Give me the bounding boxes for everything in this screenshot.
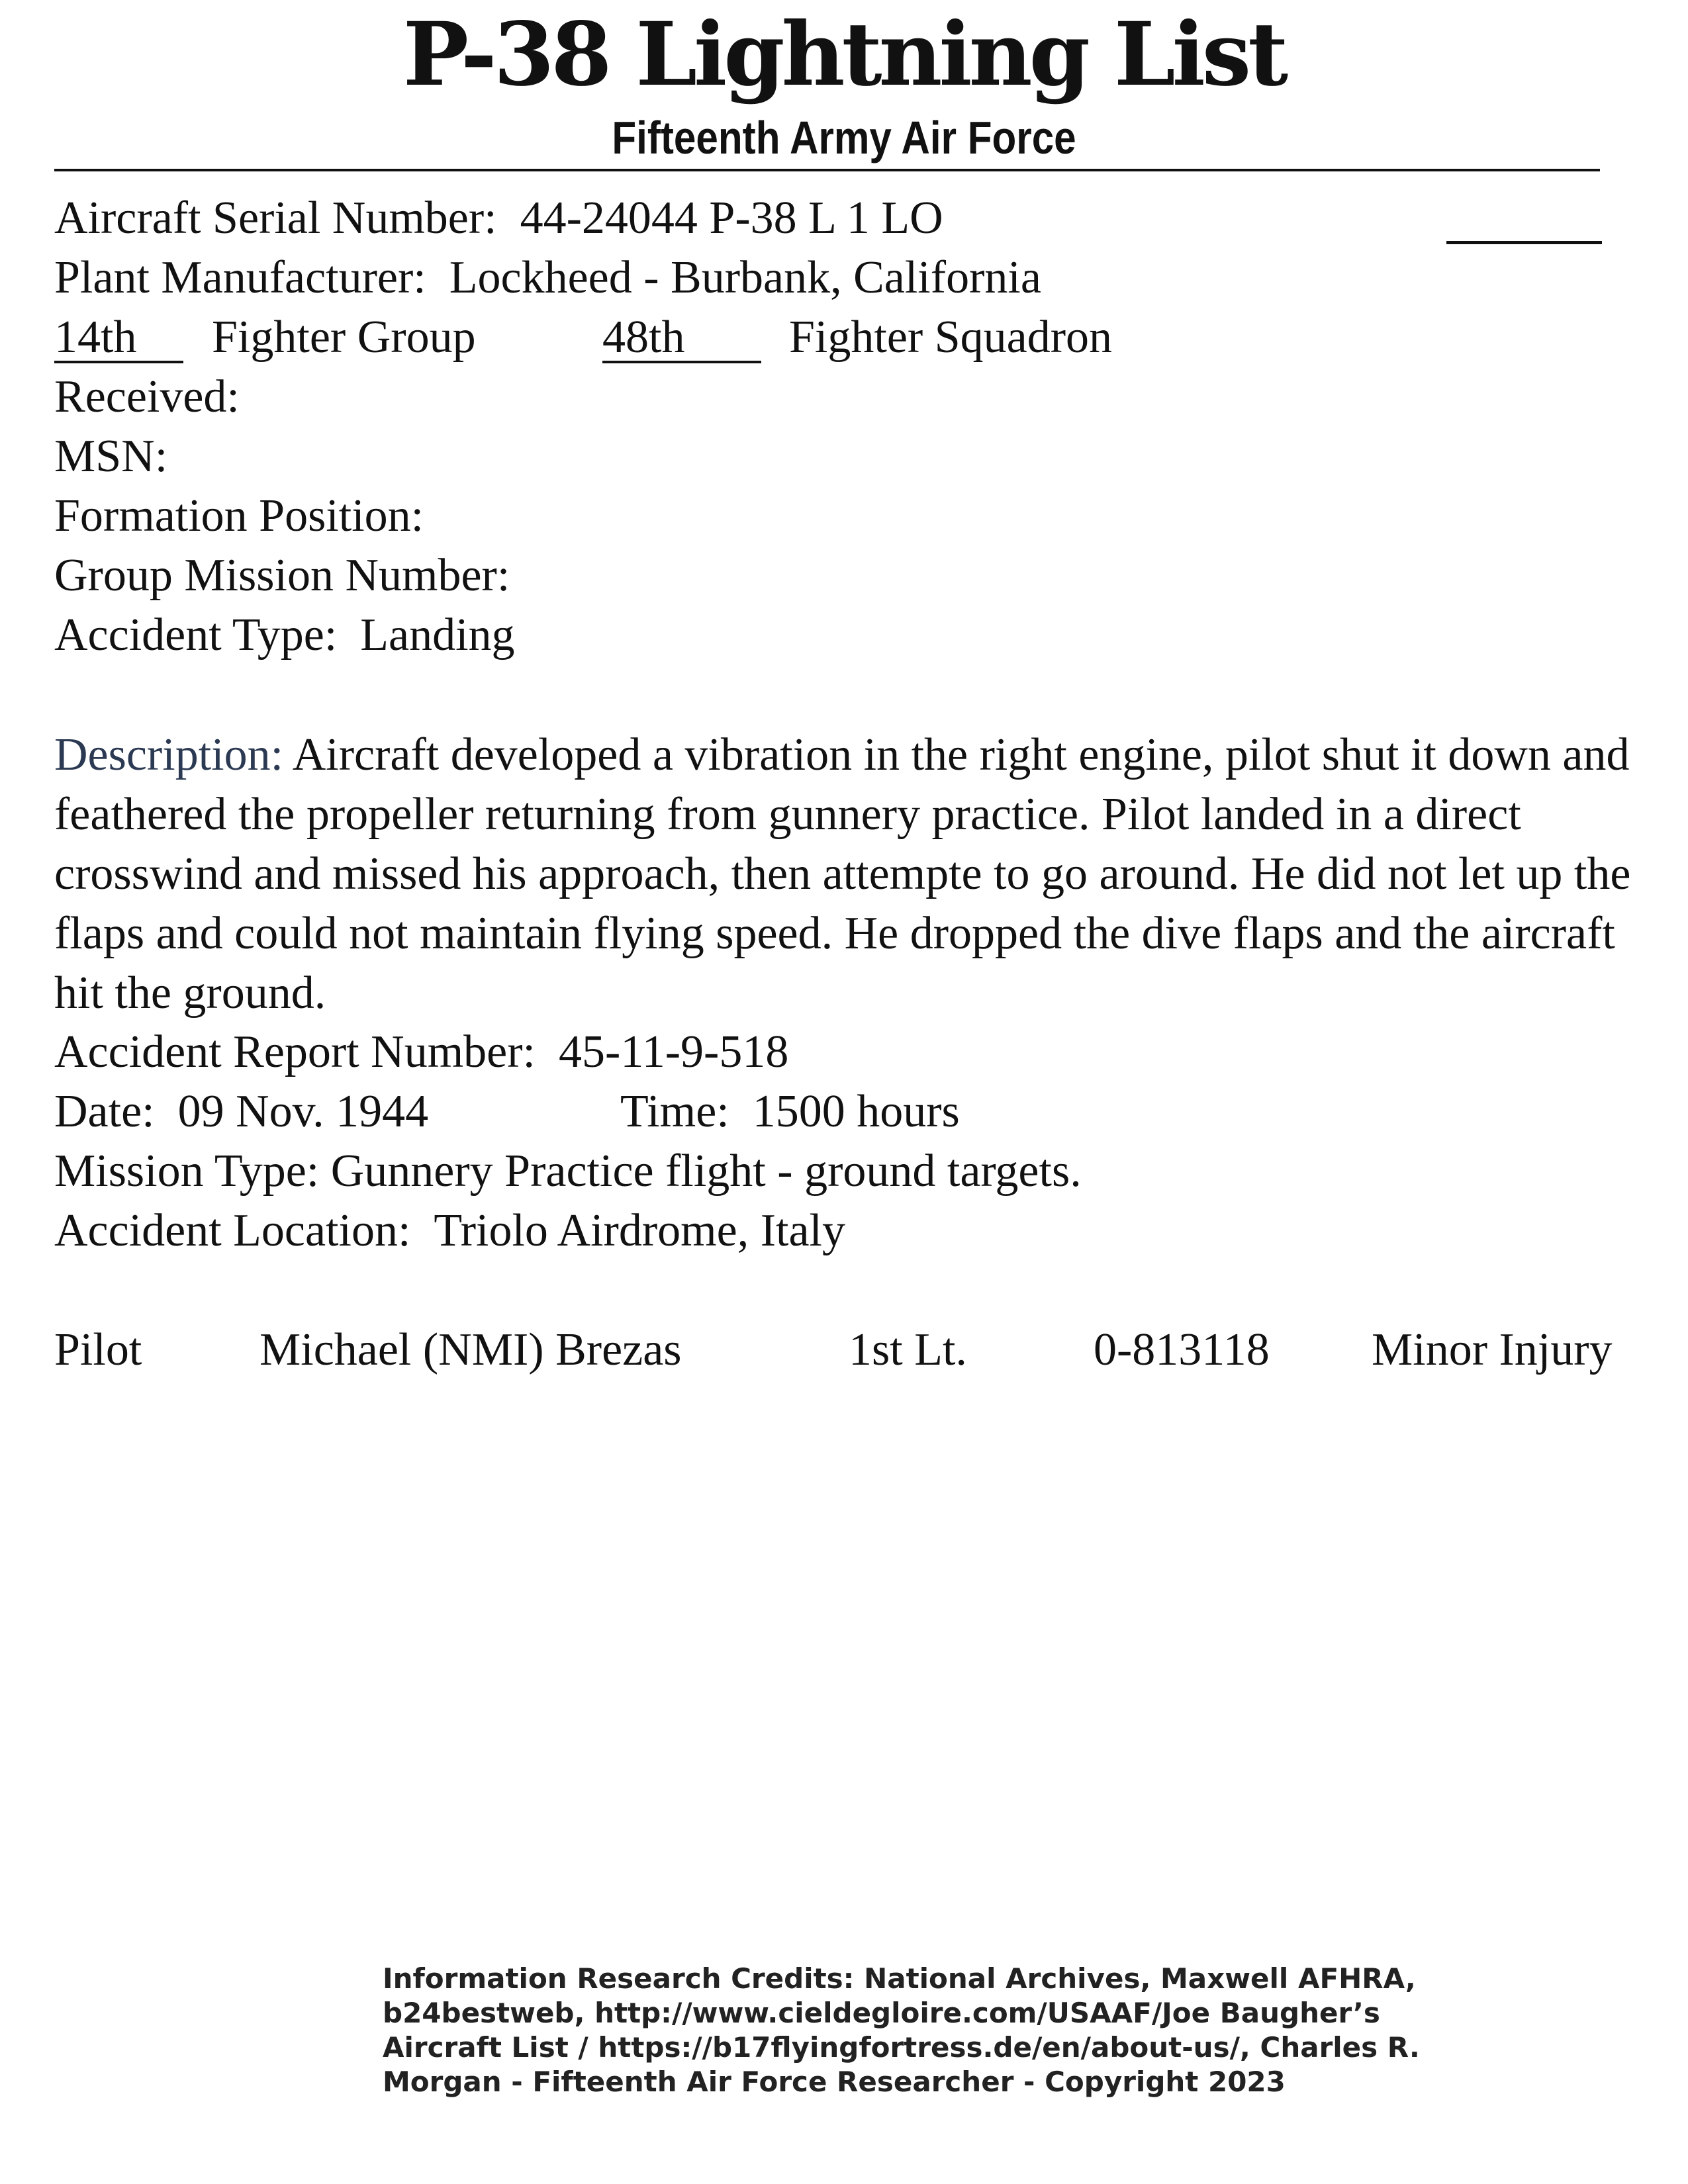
- unit-row: [54, 308, 1577, 367]
- accident-type-value: Landing: [360, 610, 515, 660]
- crew-position: Pilot: [54, 1324, 142, 1375]
- mission-type-row: [54, 1142, 1082, 1201]
- fighter-group-value: 14th: [54, 314, 183, 363]
- manufacturer-label: Plant Manufacturer:: [54, 252, 426, 303]
- manufacturer-row: [54, 249, 1041, 307]
- crew-serial: 0-813118: [1094, 1324, 1270, 1375]
- description-text: Aircraft developed a vibration in the right engine, pilot shut it down and feathered the propeller returning from gunnery practice. Pilot landed in a direct crosswind and missed his approach, then attempte to go around. He did not let up the flaps and could not maintain flying speed. He dropped the dive flaps and the aircraft hit the ground.: [54, 729, 1631, 1019]
- accident-location-value: Triolo Airdrome, Italy: [434, 1205, 845, 1256]
- group-mission-number-label: Group Mission Number:: [54, 550, 510, 601]
- description-label: Description:: [54, 729, 284, 780]
- fighter-group-label: Fighter Group: [212, 312, 476, 363]
- report-number-label: Accident Report Number:: [54, 1026, 536, 1077]
- fighter-squadron-value: 48th: [602, 314, 761, 363]
- time-value: 1500 hours: [752, 1086, 960, 1137]
- date-time-row: [54, 1083, 1047, 1141]
- crew-rank: 1st Lt.: [849, 1324, 967, 1375]
- manufacturer-value: Lockheed - Burbank, California: [449, 252, 1041, 303]
- date-label: Date:: [54, 1086, 155, 1137]
- serial-number-label: Aircraft Serial Number:: [54, 193, 497, 244]
- credits-line-1: Information Research Credits: National Archives, Maxwell AFHRA,: [383, 1962, 1416, 1995]
- date-value: 09 Nov. 1944: [177, 1086, 429, 1137]
- serial-number-value: 44-24044 P-38 L 1 LO: [520, 193, 943, 244]
- serial-number-row: [54, 189, 943, 248]
- report-number-value: 45-11-9-518: [559, 1026, 789, 1077]
- header-divider: [54, 169, 1600, 171]
- accident-type-row: [54, 606, 515, 664]
- crew-row: [54, 1321, 1656, 1381]
- credits-line-4: Morgan - Fifteenth Air Force Researcher - Copyright 2023: [383, 2066, 1286, 2098]
- msn-label: MSN:: [54, 431, 168, 482]
- report-number-row: [54, 1023, 788, 1081]
- mission-type-value: Gunnery Practice flight - ground targets.: [330, 1146, 1082, 1197]
- received-label: Received:: [54, 371, 240, 422]
- time-label: Time:: [620, 1086, 729, 1137]
- crew-status: Minor Injury: [1372, 1324, 1613, 1375]
- time-group: [620, 1083, 960, 1141]
- accident-location-row: [54, 1202, 845, 1260]
- research-credits: [383, 1962, 1420, 2099]
- credits-line-2: b24bestweb, http://www.cieldegloire.com/USAAF/Joe Baugher’s: [383, 1997, 1380, 2029]
- serial-blank-line: [1446, 241, 1602, 244]
- credits-line-3: Aircraft List / https://b17flyingfortress.de/en/about-us/, Charles R.: [383, 2031, 1420, 2064]
- mission-type-label: Mission Type:: [54, 1146, 320, 1197]
- page-title: P-38 Lightning List: [402, 3, 1286, 106]
- accident-location-label: Accident Location:: [54, 1205, 411, 1256]
- accident-type-label: Accident Type:: [54, 610, 338, 660]
- crew-name: Michael (NMI) Brezas: [259, 1324, 682, 1375]
- formation-position-label: Formation Position:: [54, 490, 424, 541]
- description-block: [54, 725, 1650, 1023]
- fighter-squadron-label: Fighter Squadron: [789, 312, 1113, 363]
- page-subtitle: Fifteenth Army Air Force: [612, 112, 1076, 163]
